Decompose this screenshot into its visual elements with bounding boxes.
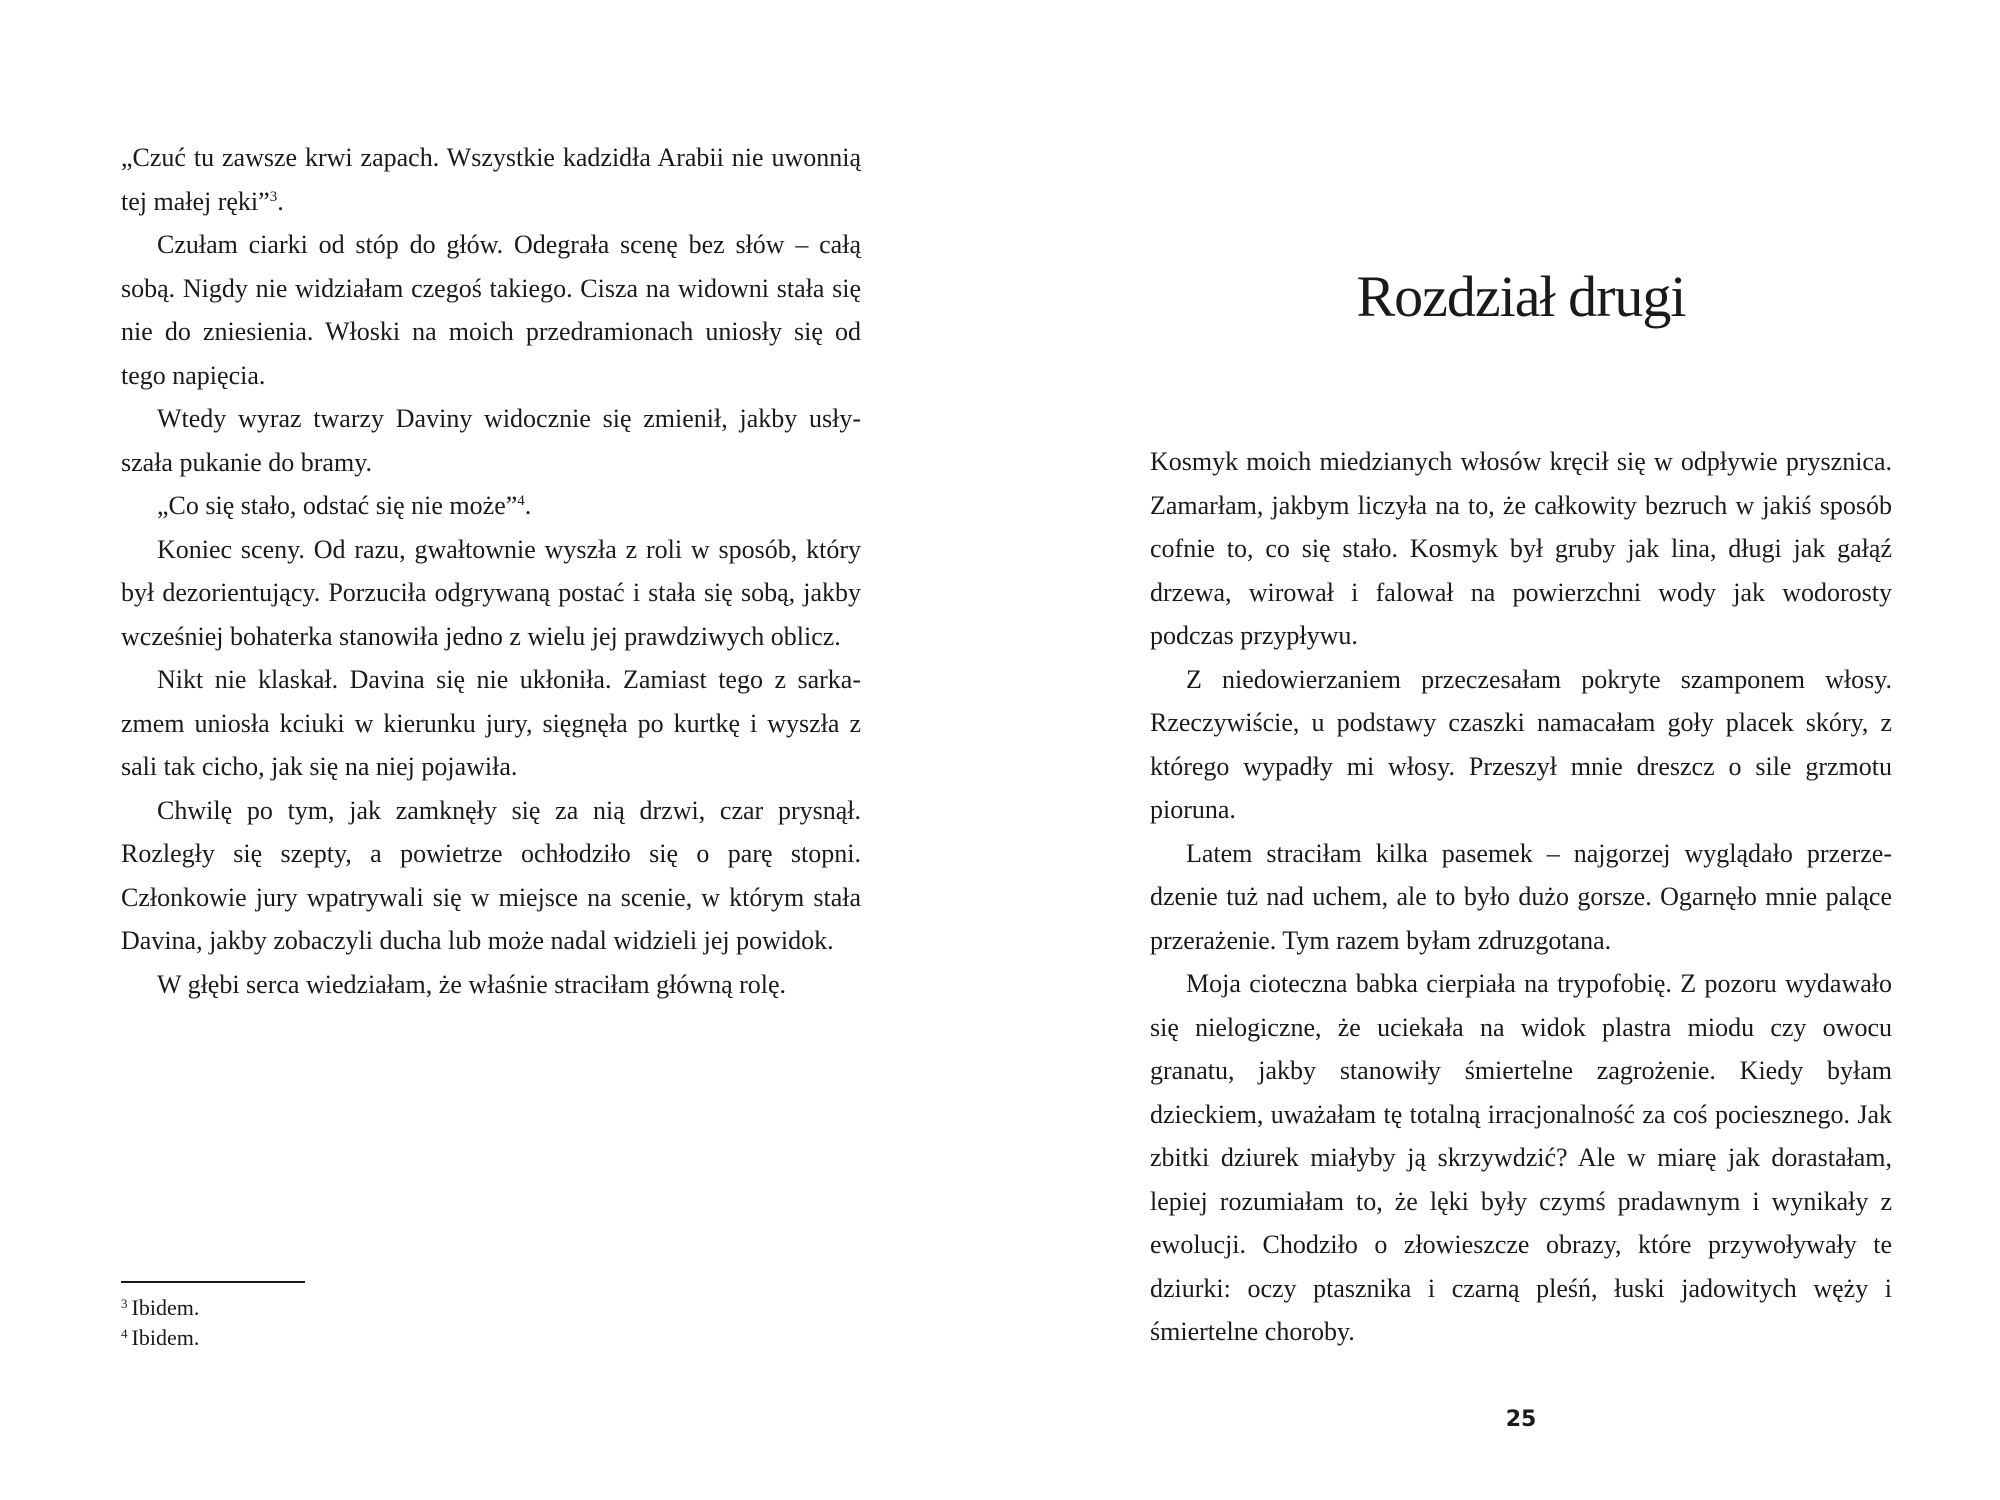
chapter-title: Rozdział drugi [1356,264,1686,329]
paragraph: Nikt nie klaskał. Davina się nie ukłoniła. Zamiast tego z sarkazmem uniosła kciuki w kierunku jury, sięgnęła po kurtkę i wyszła z sali tak cicho, jak się na niej pojawiła. [121,665,861,781]
paragraph: W głębi serca wiedziałam, że właśnie straciłam główną rolę. [157,969,787,999]
paragraph: Latem straciłam kilka pasemek – najgorzej wyglądało przerzedzenie tuż nad uchem, ale to było dużo gorsze. Ogarnęło mnie palące przerażenie. Tym razem byłam zdruzgotana. [1150,838,1892,955]
footnote-reference: 3 [269,188,278,205]
paragraph: Czułam ciarki od stóp do głów. Odegrała scenę bez słów – całą sobą. Nigdy nie widziałam czegoś takiego. Cisza na widowni stała się nie do zniesienia. Włoski na moich przedramionach uniosły się od tego napięcia. [121,230,861,390]
left-page-body [121,136,861,1006]
paragraph: Koniec sceny. Od razu, gwałtownie wyszła z roli w sposób, który był dezorientujący. Porzuciła odgrywaną postać i stała się sobą, jakby wcześniej bohaterka stanowiła jedno z wielu jej prawdziwych oblicz. [121,534,861,651]
footnotes [121,1293,199,1353]
paragraph: Chwilę po tym, jak zamknęły się za nią drzwi, czar prysnął. Rozległy się szepty, a powietrze ochłodziło się o parę stopni. Członkowie jury wpatrywali się w miejsce na scenie, w którym stała Davina, jakby zobaczyli ducha lub może nadal widzieli jej powidok. [121,795,861,955]
footnote: $^3$ Ibidem. [121,1295,200,1320]
footnote-reference: 4 [517,493,525,509]
paragraph: „Co się stało, odstać się nie może”$^4$. [157,491,532,520]
paragraph: Wtedy wyraz twarzy Daviny widocznie się zmienił, jakby usłyszała pukanie do bramy. [121,404,861,477]
paragraph: „Czuć tu zawsze krwi zapach. Wszystkie kadzidła Arabii nie uwonnią tej małej ręki”$^3$. [121,143,861,216]
paragraph: Kosmyk moich miedzianych włosów kręcił się w odpływie prysznica. Zamarłam, jakbym liczyła na to, że całkowity bezruch w jakiś sposób cofnie to, co się stało. Kosmyk był gruby jak lina, długi jak gałąź drzewa, wirował i falował na powierzchni wody jak wodorosty podczas przypływu. [1150,447,1892,650]
paragraph: Z niedowierzaniem przeczesałam pokryte szamponem włosy. Rzeczywiście, u podstawy czaszki namacałam goły placek skóry, z którego wypadły mi włosy. Przeszył mnie dreszcz o sile grzmotu pioruna. [1150,664,1892,824]
paragraph: Moja cioteczna babka cierpiała na trypofobię. Z pozoru wydawało się nielogiczne, że uciekała na widok plastra miodu czy owocu granatu, jakby stanowiły śmiertelne zagrożenie. Kiedy byłam dzieckiem, uważałam tę totalną irracjonalność za coś pociesznego. Jak zbitki dziurek miałyby ją skrzywdzić? Ale w miarę jak dorastałam, lepiej rozumiałam to, że lęki były czymś pradawnym i wynikały z ewolucji. Chodziło o złowieszcze obrazy, które przywoływały te dziurki: oczy ptasznika i czarną pleśń, łuski jadowitych węży i śmiertelne choroby. [1150,969,1892,1346]
right-page-body [1150,440,1892,1354]
footnote-divider [121,1281,305,1283]
footnote: $^4$ Ibidem. [121,1325,200,1350]
page-number: 25 [1505,1407,1537,1432]
